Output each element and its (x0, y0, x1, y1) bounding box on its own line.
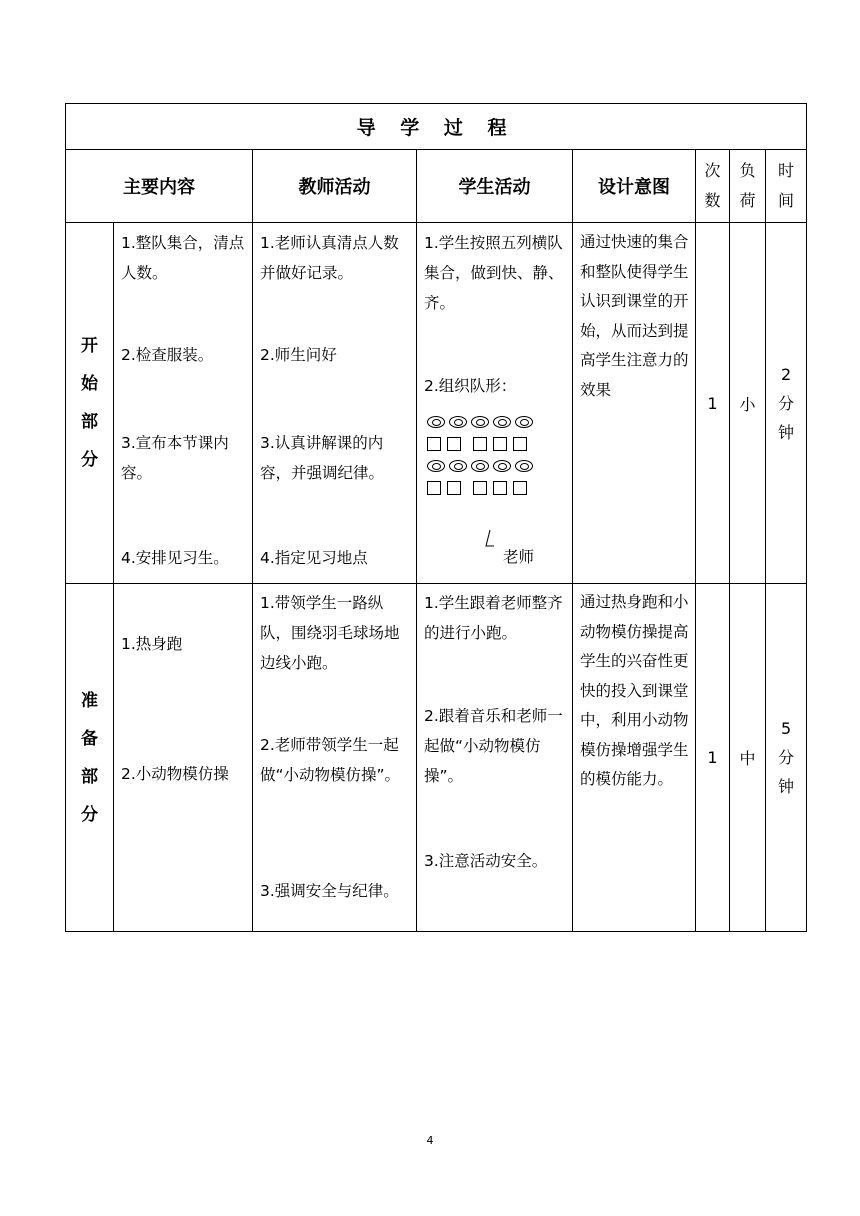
section-name-warmup: 准 备 部 分 (66, 584, 114, 932)
teacher-item: 3.强调安全与纪律。 (260, 882, 399, 900)
formation-row-squares (427, 477, 537, 499)
teacher-item: 1.带领学生一路纵队，围绕羽毛球场地边线小跑。 (260, 594, 400, 672)
content-item: 4.安排见习生。 (121, 549, 229, 567)
content-cell-warmup (114, 584, 253, 932)
teacher-cell-warmup (253, 584, 417, 932)
section-row-warmup (66, 584, 807, 932)
title-row (66, 104, 807, 150)
time-cell-start: 2 分 钟 (766, 223, 807, 584)
teacher-position-icon (483, 529, 497, 547)
count-cell-warmup: 1 (696, 584, 730, 932)
student-square-icon (447, 437, 461, 451)
student-cell-start (417, 223, 573, 584)
section-name-start: 开 始 部 分 (66, 223, 114, 584)
student-square-icon (513, 437, 527, 451)
table-title: 导 学 过 程 (66, 104, 807, 150)
design-text: 通过快速的集合和整队使得学生认识到课堂的开始，从而达到提高学生注意力的效果 (580, 233, 689, 399)
count-cell-start: 1 (696, 223, 730, 584)
student-square-icon (447, 481, 461, 495)
student-item: 1.学生按照五列横队集合，做到快、静、齐。 (424, 234, 564, 312)
header-teacher: 教师活动 (253, 150, 417, 223)
student-cell-warmup (417, 584, 573, 932)
content-item: 1.热身跑 (121, 635, 183, 653)
student-ring-icon (427, 460, 445, 472)
content-item: 3.宣布本节课内容。 (121, 434, 229, 482)
student-square-icon (493, 437, 507, 451)
content-item: 2.检查服装。 (121, 346, 214, 364)
content-item: 2.小动物模仿操 (121, 765, 229, 783)
student-item: 2.组织队形： (424, 377, 517, 395)
student-square-icon (427, 481, 441, 495)
student-square-icon (493, 481, 507, 495)
formation-diagram (427, 411, 537, 499)
student-square-icon (513, 481, 527, 495)
student-item: 3.注意活动安全。 (424, 852, 548, 870)
student-ring-icon (449, 416, 467, 428)
load-cell-warmup: 中 (730, 584, 766, 932)
formation-row-squares (427, 433, 537, 455)
header-load: 负 荷 (730, 150, 766, 223)
section-row-start (66, 223, 807, 584)
content-item: 1.整队集合，清点人数。 (121, 234, 245, 282)
header-count: 次 数 (696, 150, 730, 223)
student-square-icon (473, 437, 487, 451)
teacher-item: 1.老师认真清点人数并做好记录。 (260, 234, 399, 282)
formation-row-rings (427, 411, 537, 433)
student-ring-icon (493, 460, 511, 472)
header-row (66, 150, 807, 223)
teacher-label: 老师 (503, 548, 535, 566)
time-cell-warmup: 5 分 钟 (766, 584, 807, 932)
content-cell-start (114, 223, 253, 584)
design-text: 通过热身跑和小动物模仿操提高学生的兴奋性更快的投入到课堂中，利用小动物模仿操增强学生的模仿能力。 (580, 593, 689, 788)
student-ring-icon (427, 416, 445, 428)
lesson-plan-table (65, 103, 807, 932)
student-ring-icon (471, 460, 489, 472)
header-student: 学生活动 (417, 150, 573, 223)
student-ring-icon (449, 460, 467, 472)
design-cell-warmup (573, 584, 696, 932)
header-content: 主要内容 (66, 150, 253, 223)
student-square-icon (427, 437, 441, 451)
header-design: 设计意图 (573, 150, 696, 223)
student-item: 2.跟着音乐和老师一起做“小动物模仿操”。 (424, 707, 563, 785)
design-cell-start (573, 223, 696, 584)
student-ring-icon (515, 416, 533, 428)
load-cell-start: 小 (730, 223, 766, 584)
student-ring-icon (493, 416, 511, 428)
teacher-item: 2.师生问好 (260, 346, 337, 364)
teacher-item: 2.老师带领学生一起做“小动物模仿操”。 (260, 736, 401, 784)
teacher-item: 3.认真讲解课的内容，并强调纪律。 (260, 434, 385, 482)
teacher-cell-start (253, 223, 417, 584)
teacher-item: 4.指定见习地点 (260, 549, 368, 567)
header-time: 时 间 (766, 150, 807, 223)
student-square-icon (473, 481, 487, 495)
formation-row-rings (427, 455, 537, 477)
page-number: 4 (426, 1134, 434, 1147)
student-item: 1.学生跟着老师整齐的进行小跑。 (424, 594, 563, 642)
student-ring-icon (471, 416, 489, 428)
student-ring-icon (515, 460, 533, 472)
